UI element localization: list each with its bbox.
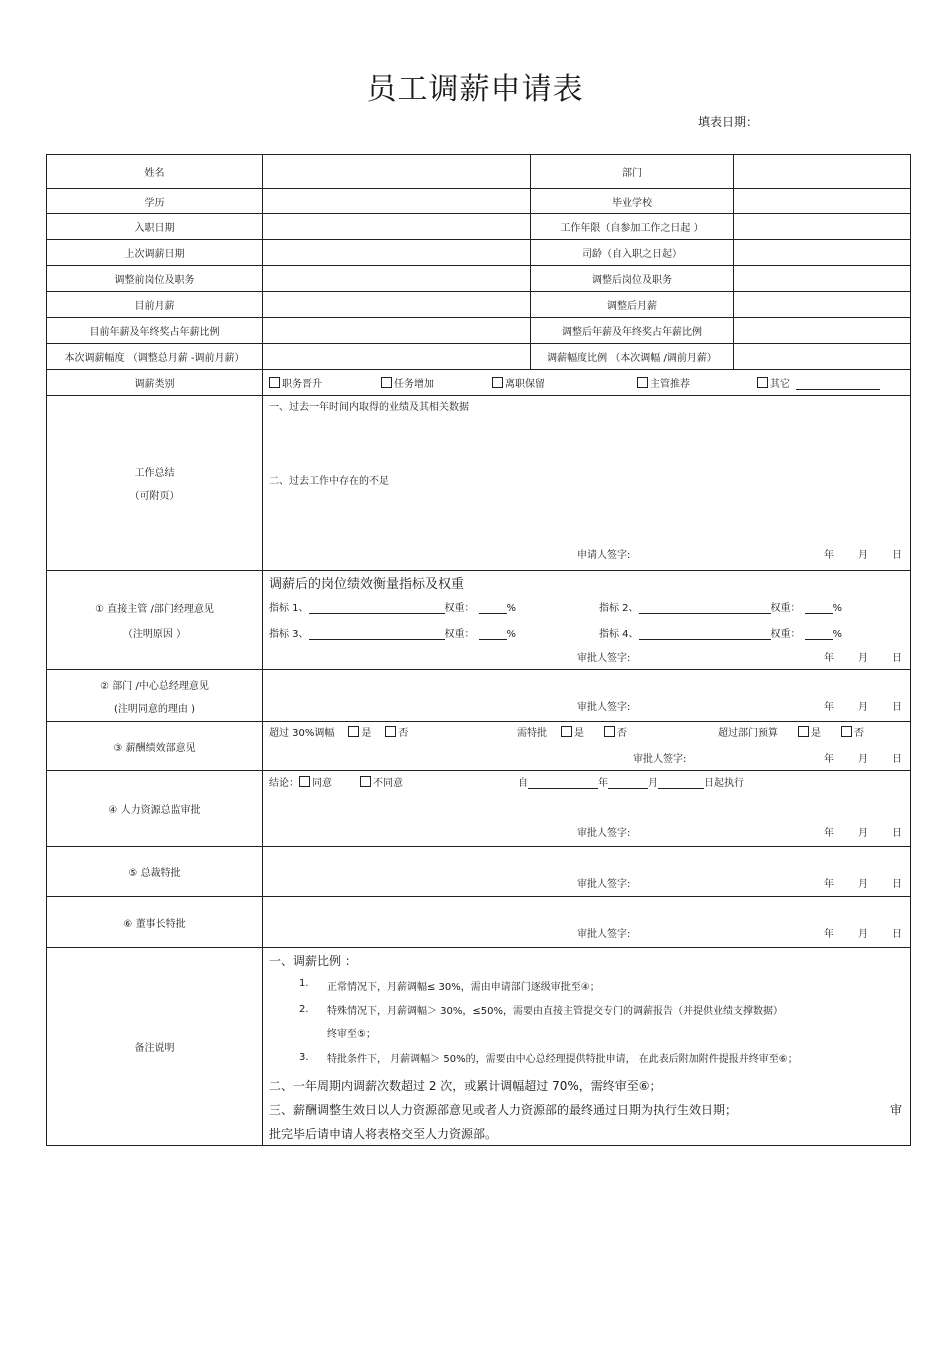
salary-after-field[interactable] [734,292,911,318]
approver-signature-label: 审批人签字: [577,828,631,839]
option-promotion-label: 职务晋升 [282,379,322,390]
hr-conclusion [269,774,403,789]
gm-content[interactable] [263,670,911,722]
approver-signature-label: 审批人签字: [577,879,631,890]
option-retention[interactable] [492,375,545,390]
special-label: 需特批 [517,728,547,739]
checkbox-icon[interactable] [381,377,392,388]
summary-label-sub: （可附页） [129,491,180,502]
gm-label-sub: (注明同意的理由 ) [114,703,195,715]
summary-content[interactable] [263,396,911,571]
comp-label: ③ 薪酬绩效部意见 [47,722,263,771]
summary-item-2: 二、过去工作中存在的不足 [269,476,389,487]
range-ratio-field[interactable] [734,344,911,370]
weight-1-blank[interactable] [479,601,507,614]
range-amt-label: 本次调薪幅度 （调整总月薪 -调前月薪） [47,344,263,370]
supervisor-label [47,571,263,670]
conclusion-label: 结论： [269,778,299,789]
ceo-content[interactable] [263,847,911,897]
year-label: 年 [824,828,834,839]
month-label: 月 [858,929,868,940]
hire-date-label: 入职日期 [47,214,263,240]
pct-label: % [832,629,843,640]
year-label: 年 [824,754,834,765]
checkbox-icon[interactable] [360,776,371,787]
option-retention-label: 离职保留 [505,379,545,390]
notes-heading-1: 一、调薪比例 ： [269,954,357,968]
checkbox-icon[interactable] [269,377,280,388]
year-label: 年 [824,653,834,664]
weight-label: 权重： [770,629,801,640]
day-label: 日 [892,653,902,664]
salary-after-label: 调整后月薪 [531,292,734,318]
fill-date-label: 填表日期： [698,115,759,129]
kpi-4-label: 指标 4、 [599,629,639,640]
month-label: 月 [648,778,658,789]
year-blank[interactable] [528,776,598,789]
chair-label: ⑥ 董事长特批 [47,897,263,948]
note-2: 特殊情况下，月薪调幅＞ 30%，≤50%，需要由直接主管提交专门的调薪报告（并提供业绩支撑数据） [327,1006,784,1017]
kpi-3-blank[interactable] [309,627,445,640]
kpi-1-blank[interactable] [309,601,445,614]
comp-content[interactable] [263,722,911,771]
dept-field[interactable] [734,155,911,189]
work-years-field[interactable] [734,214,911,240]
option-other-label: 其它 [770,379,790,390]
notes-label: 备注说明 [47,948,263,1146]
education-label: 学历 [47,189,263,214]
work-years-label: 工作年限（自参加工作之日起 ） [531,214,734,240]
exec-label: 日起执行 [704,778,744,789]
pct-label: % [832,603,843,614]
comp-special [517,724,627,739]
notes-heading-3-tail: 审 [889,1103,902,1117]
salary-now-label: 目前月薪 [47,292,263,318]
weight-3-blank[interactable] [479,627,507,640]
salary-now-field[interactable] [263,292,531,318]
year-label: 年 [824,929,834,940]
month-label: 月 [858,550,868,561]
comp-over30 [269,724,408,739]
option-recommend[interactable] [637,375,690,390]
kpi-4[interactable] [599,625,842,640]
approver-signature-label: 审批人签字: [577,702,631,713]
approver-signature-label: 审批人签字: [577,929,631,940]
weight-2-blank[interactable] [805,601,833,614]
category-options [263,370,911,396]
checkbox-icon[interactable] [385,726,396,737]
day-label: 日 [892,702,902,713]
dept-label: 部门 [531,155,734,189]
date-ymd [800,649,902,664]
note-3-number: 3. [299,1052,309,1063]
notes-heading-3-cont: 批完毕后请申请人将表格交至人力资源部。 [269,1127,498,1141]
day-label: 日 [892,828,902,839]
kpi-2[interactable] [599,599,842,614]
category-label: 调薪类别 [47,370,263,396]
checkbox-icon[interactable] [348,726,359,737]
last-adjust-date-field[interactable] [263,240,531,266]
range-amt-field[interactable] [263,344,531,370]
hr-label: ④ 人力资源总监审批 [47,771,263,847]
yes-label: 是 [811,728,821,739]
supervisor-content[interactable] [263,571,911,670]
option-other[interactable] [757,375,880,390]
form-title: 员工调薪申请表 [366,72,584,107]
month-label: 月 [858,702,868,713]
comp-budget [718,724,864,739]
option-recommend-label: 主管推荐 [650,379,690,390]
from-label: 自 [518,778,528,789]
notes-content [263,948,911,1146]
checkbox-icon[interactable] [604,726,615,737]
pos-before-label: 调整前岗位及职务 [47,266,263,292]
gm-label [47,670,263,722]
checkbox-icon[interactable] [492,377,503,388]
month-blank[interactable] [608,776,648,789]
year-label: 年 [824,879,834,890]
kpi-3-label: 指标 3、 [269,629,309,640]
month-label: 月 [858,653,868,664]
applicant-signature-label: 申请人签字: [577,550,631,561]
note-2-number: 2. [299,1004,309,1015]
day-label: 日 [892,754,902,765]
kpi-1[interactable] [269,599,516,614]
annual-now-field[interactable] [263,318,531,344]
summary-item-1: 一、过去一年时间内取得的业绩及其相关数据 [269,402,469,413]
hr-content[interactable] [263,771,911,847]
note-1: 正常情况下，月薪调幅≤ 30%，需由申请部门逐级审批至④； [327,982,600,993]
hr-exec-date [518,774,744,789]
kpi-2-blank[interactable] [639,601,771,614]
option-promotion[interactable] [269,375,322,390]
annual-after-field[interactable] [734,318,911,344]
note-1-number: 1. [299,978,309,989]
pos-after-field[interactable] [734,266,911,292]
kpi-3[interactable] [269,625,516,640]
checkbox-icon[interactable] [561,726,572,737]
checkbox-icon[interactable] [637,377,648,388]
disagree-label: 不同意 [373,778,403,789]
approver-signature-label: 审批人签字: [577,653,631,664]
month-label: 月 [858,879,868,890]
year-label: 年 [598,778,608,789]
kpi-1-label: 指标 1、 [269,603,309,614]
date-ymd [800,925,902,940]
hire-date-field[interactable] [263,214,531,240]
education-field[interactable] [263,189,531,214]
no-label: 否 [617,728,627,739]
checkbox-icon[interactable] [798,726,809,737]
checkbox-icon[interactable] [299,776,310,787]
supervisor-label-main: ① 直接主管 /部门经理意见 [95,604,214,615]
last-adjust-date-label: 上次调薪日期 [47,240,263,266]
option-task-increase-label: 任务增加 [394,379,434,390]
annual-now-label: 目前年薪及年终奖占年薪比例 [47,318,263,344]
option-task-increase[interactable] [381,375,434,390]
month-label: 月 [858,754,868,765]
pos-before-field[interactable] [263,266,531,292]
school-label: 毕业学校 [531,189,734,214]
agree-label: 同意 [312,778,332,789]
supervisor-label-sub: （注明原因 ） [122,629,187,640]
yes-label: 是 [574,728,584,739]
month-label: 月 [858,828,868,839]
pos-after-label: 调整后岗位及职务 [531,266,734,292]
pct-label: % [506,629,517,640]
seniority-label: 司龄（自入职之日起） [531,240,734,266]
date-ymd [800,698,902,713]
day-blank[interactable] [658,776,704,789]
date-ymd [800,546,902,561]
pct-label: % [506,603,517,614]
ceo-label: ⑤ 总裁特批 [47,847,263,897]
year-label: 年 [824,550,834,561]
name-label: 姓名 [47,155,263,189]
date-ymd [800,875,902,890]
over30-label: 超过 30%调幅 [269,728,335,739]
no-label: 否 [854,728,864,739]
kpi-2-label: 指标 2、 [599,603,639,614]
no-label: 否 [398,728,409,739]
weight-label: 权重： [770,603,801,614]
gm-label-main: ② 部门 /中心总经理意见 [100,680,209,692]
chair-content[interactable] [263,897,911,948]
kpi-4-blank[interactable] [639,627,771,640]
over-budget-label: 超过部门预算 [718,728,778,739]
date-ymd [800,750,902,765]
date-ymd [800,824,902,839]
day-label: 日 [892,879,902,890]
range-ratio-label: 调薪幅度比例 （本次调幅 /调前月薪） [531,344,734,370]
checkbox-icon[interactable] [757,377,768,388]
name-field[interactable] [263,155,531,189]
approver-signature-label: 审批人签字: [633,754,687,765]
yes-label: 是 [361,728,372,739]
note-3: 特批条件下， 月薪调幅＞ 50%的，需要由中心总经理提供特批申请， 在此表后附加附件提报并终审至⑥； [327,1054,798,1065]
checkbox-icon[interactable] [841,726,852,737]
kpi-title: 调薪后的岗位绩效衡量指标及权重 [269,577,465,592]
day-label: 日 [892,929,902,940]
salary-adjust-form [46,154,911,1146]
day-label: 日 [892,550,902,561]
annual-after-label: 调整后年薪及年终奖占年薪比例 [531,318,734,344]
other-blank[interactable] [796,377,880,390]
notes-heading-3: 三、薪酬调整生效日以人力资源部意见或者人力资源部的最终通过日期为执行生效日期； [269,1103,738,1117]
weight-4-blank[interactable] [805,627,833,640]
seniority-field[interactable] [734,240,911,266]
note-2-cont: 终审至⑤； [327,1029,376,1040]
summary-label-main: 工作总结 [134,468,175,479]
year-label: 年 [824,702,834,713]
weight-label: 权重： [444,603,475,614]
school-field[interactable] [734,189,911,214]
summary-label [47,396,263,571]
weight-label: 权重： [444,629,475,640]
notes-heading-2: 二、一年周期内调薪次数超过 2 次，或累计调幅超过 70%，需终审至⑥； [269,1079,662,1093]
